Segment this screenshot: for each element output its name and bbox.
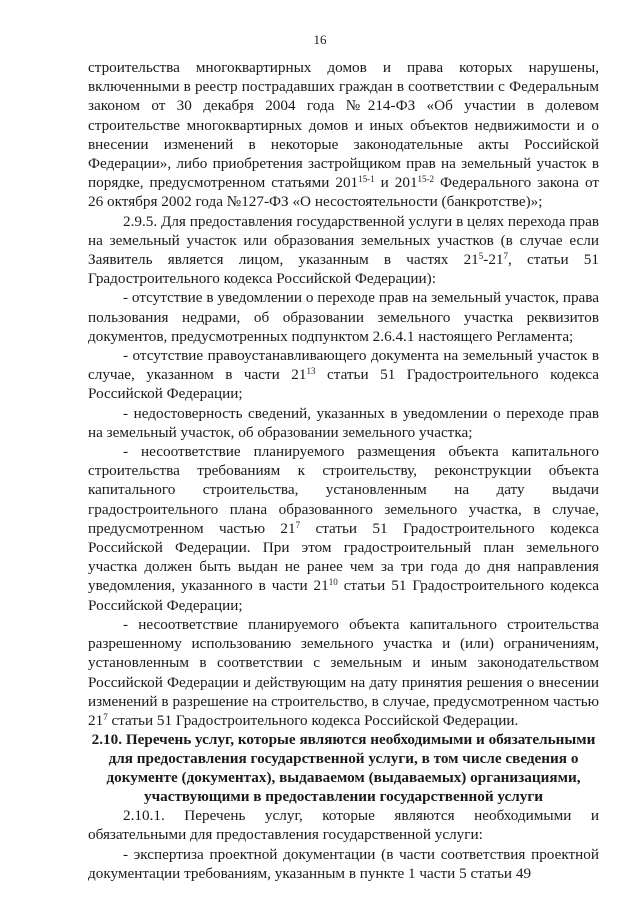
page-number: 16 bbox=[313, 32, 327, 47]
document-body bbox=[88, 58, 599, 883]
list-item-unreliable-info: - недостоверность сведений, указанных в уведомлении о переходе прав на земельный участок, об образовании земельного участка; bbox=[88, 404, 599, 441]
paragraph-continuation: строительства многоквартирных домов и права которых нарушены, включенными в реестр пострадавших граждан в соответствии с Федеральным законом от 30 декабря 2004 года №214-ФЗ «Об участии в долевом строительстве многоквартирных домов и иных объектов недвижимости и о внесении изменений в некоторые законодательные акты Российской Федерации», либо приобретения застройщиком прав на земельный участок в порядке, предусмотренном статьями 201$^{15-1}$ и 201$^{15-2}$ Федерального закона от 26 октября 2002 года №127-ФЗ «О несостоятельности (банкротстве)»; bbox=[88, 59, 599, 211]
list-item-use-mismatch: - несоответствие планируемого объекта капитального строительства разрешенному использованию земельного участка и (или) ограничениям, установленным в соответствии с земельным и иным законодательством Российской Федерации и действующим на дату принятия решения о внесении изменений в разрешение на строительство, в случае, предусмотренном частью $21^7$ статьи 51 Градостроительного кодекса Российской Федерации. bbox=[88, 615, 599, 729]
section-heading-2-10: 2.10. Перечень услуг, которые являются необходимыми и обязательными для предоставления государственной услуги, в том числе сведения о документе (документах), выдаваемом (выдаваемых) организациями, участвующими в предоставлении государственной услуги bbox=[91, 731, 596, 806]
list-item-expertise: - экспертиза проектной документации (в части соответствия проектной документации требованиям, указанным в пункте 1 части 5 статьи 49 bbox=[88, 845, 599, 882]
paragraph-2-10-1: 2.10.1. Перечень услуг, которые являются необходимыми и обязательными для предоставления государственной услуги: bbox=[88, 807, 599, 844]
paragraph-2-9-5: 2.9.5. Для предоставления государственной услуги в целях перехода прав на земельный участок или образования земельных участков (в случае если Заявитель является лицом, указанным в частях $21^5-21^7$, статьи 51 Градостроительного кодекса Российской Федерации): bbox=[88, 212, 599, 288]
list-item-missing-title-document: - отсутствие правоустанавливающего документа на земельный участок в случае, указанном в части $21^{13}$ статьи 51 Градостроительного кодекса Российской Федерации; bbox=[88, 347, 599, 403]
list-item-placement-mismatch: - несоответствие планируемого размещения объекта капитального строительства требованиям к строительству, реконструкции объекта капитального строительства, установленным на дату выдачи градостроительного плана образованного земельного участка, в случае, предусмотренном частью $21^7$ статьи 51 Градостроительного кодекса Российской Федерации. При этом градостроительный план земельного участка должен быть выдан не ранее чем за три года до дня направления уведомления, указанного в части $21^{10}$ статьи 51 Градостроительного кодекса Российской Федерации; bbox=[88, 443, 599, 614]
list-item-missing-details: - отсутствие в уведомлении о переходе прав на земельный участок, права пользования недрами, об образовании земельного участка реквизитов документов, предусмотренных подпунктом 2.6.4.1 настоящего Регламента; bbox=[88, 289, 599, 345]
